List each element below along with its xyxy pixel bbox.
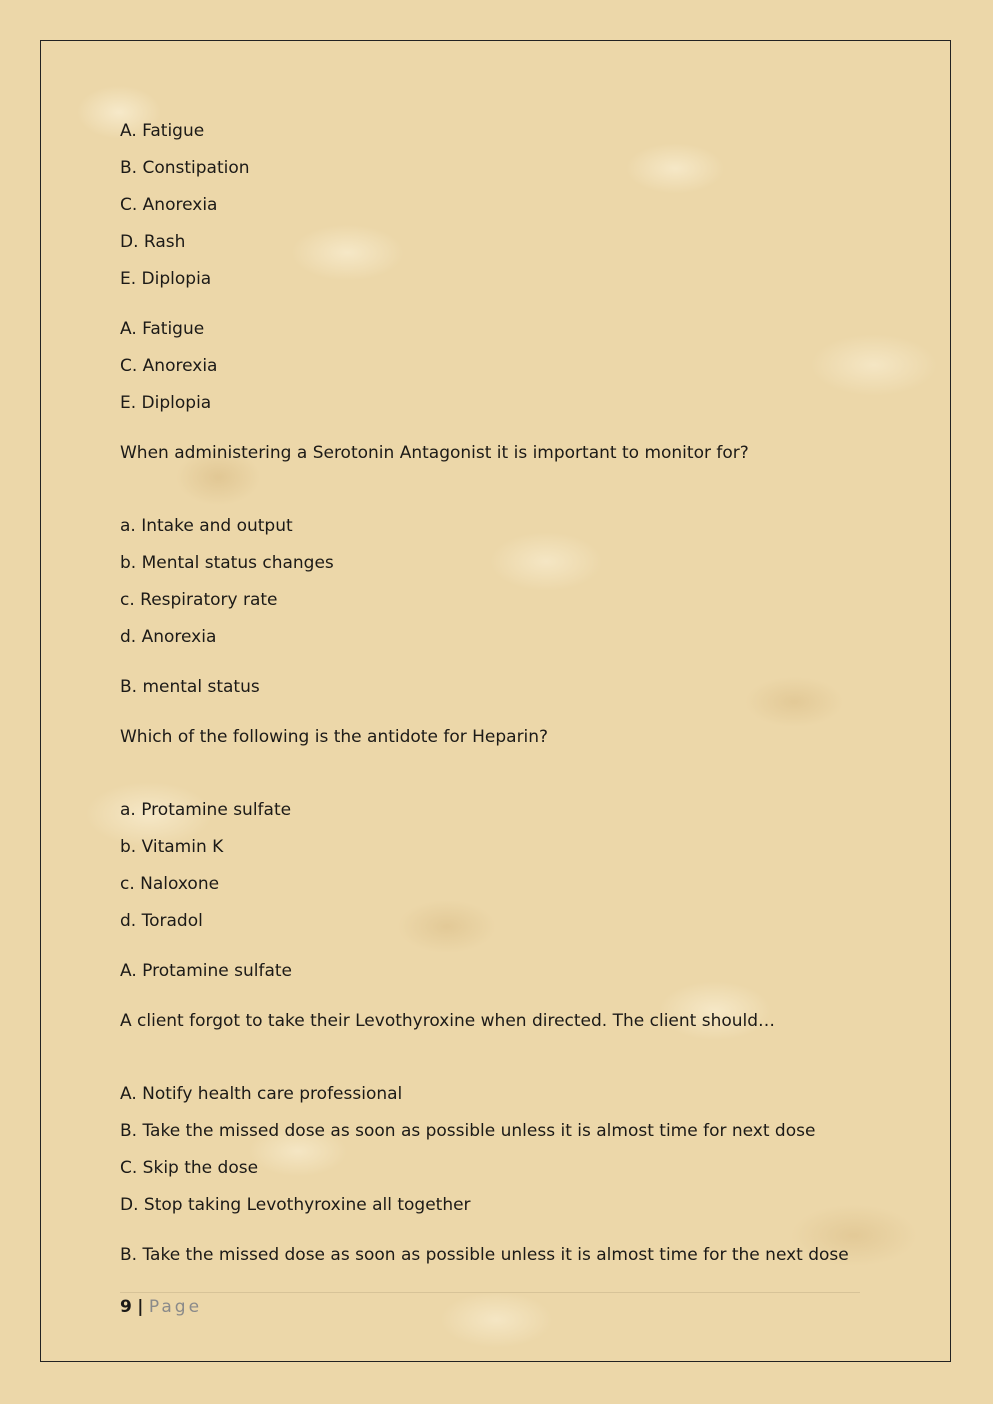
text-line: D. Rash <box>120 232 186 252</box>
text-line: C. Anorexia <box>120 356 218 376</box>
text-line: B. mental status <box>120 677 260 697</box>
text-line: c. Naloxone <box>120 874 220 894</box>
text-line: b. Mental status changes <box>120 553 334 573</box>
text-line: C. Anorexia <box>120 195 218 215</box>
text-line: d. Toradol <box>120 911 203 931</box>
text-line: E. Diplopia <box>120 269 212 289</box>
text-line: A. Notify health care professional <box>120 1084 403 1104</box>
text-line: b. Vitamin K <box>120 837 224 857</box>
page-content <box>120 118 920 1268</box>
text-line: A. Protamine sulfate <box>120 961 292 981</box>
page-number: 9 <box>120 1297 132 1317</box>
page-label: Page <box>148 1297 203 1317</box>
text-line: B. Take the missed dose as soon as possible unless it is almost time for the next dose <box>120 1245 849 1265</box>
text-line: Which of the following is the antidote for Heparin? <box>120 727 549 747</box>
text-line: B. Take the missed dose as soon as possible unless it is almost time for next dose <box>120 1121 816 1141</box>
text-line: C. Skip the dose <box>120 1158 259 1178</box>
text-line: D. Stop taking Levothyroxine all together <box>120 1195 471 1215</box>
text-line: A. Fatigue <box>120 121 205 141</box>
text-line: a. Intake and output <box>120 516 293 536</box>
text-line: A. Fatigue <box>120 319 205 339</box>
text-line: E. Diplopia <box>120 393 212 413</box>
text-line: B. Constipation <box>120 158 250 178</box>
text-line: d. Anorexia <box>120 627 217 647</box>
text-line: When administering a Serotonin Antagonist it is important to monitor for? <box>120 443 749 463</box>
text-line: a. Protamine sulfate <box>120 800 292 820</box>
footer-separator: | <box>137 1297 144 1317</box>
text-line: c. Respiratory rate <box>120 590 278 610</box>
footer-rule <box>120 1292 860 1293</box>
page-footer <box>120 1296 202 1318</box>
text-line: A client forgot to take their Levothyroxine when directed. The client should… <box>120 1011 776 1031</box>
